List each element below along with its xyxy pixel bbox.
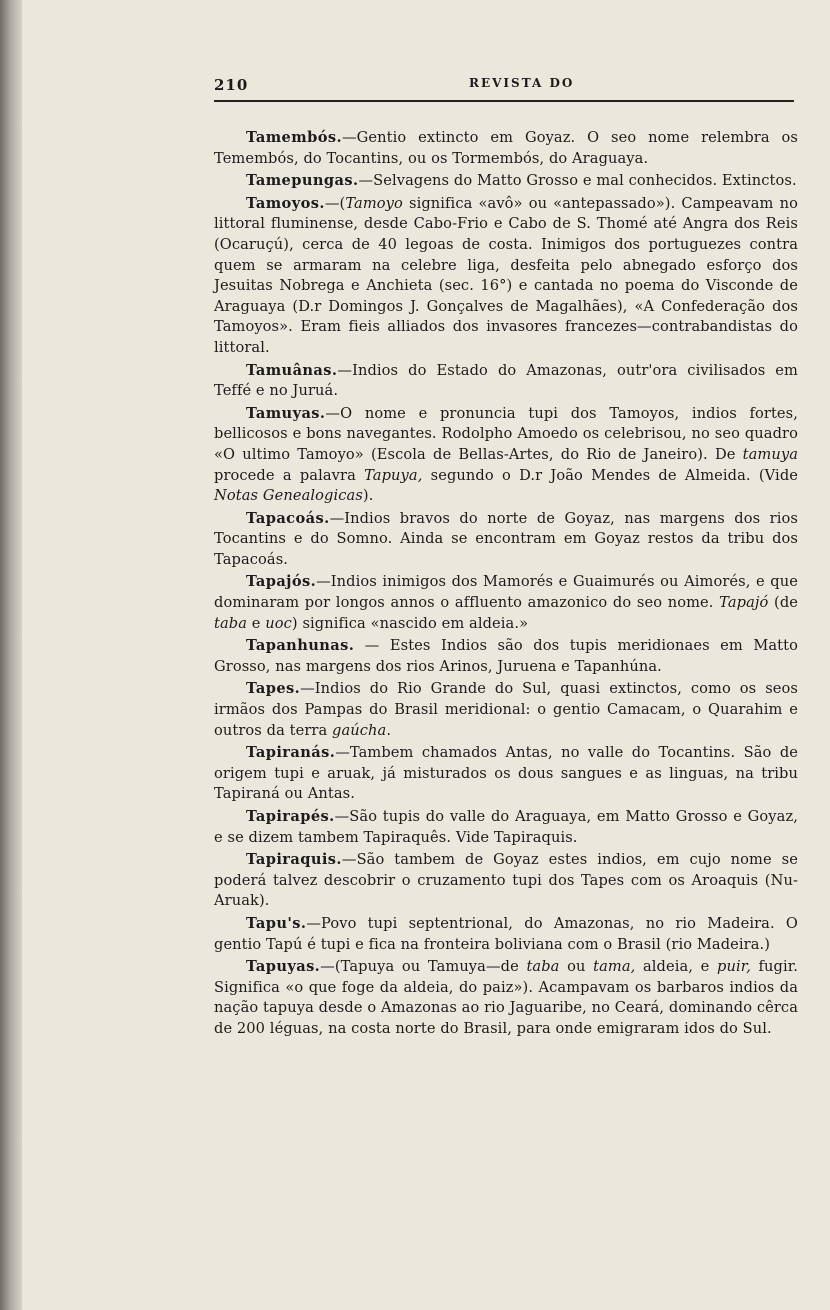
entry — [214, 361, 798, 402]
entry — [214, 194, 798, 359]
entry — [214, 743, 798, 805]
page-header — [214, 70, 806, 96]
entry-text: significa «avô» ou «antepassado»). Campeavam no littoral fluminense, desde Cabo-Frio e Cabo de S. Thomé até Angra dos Reis (Ocaruçú), cerca de 40 legoas de costa. Inimigos dos portuguezes contra quem se armaram na celebre liga, desfeita pelo abnegado esforço dos Jesuitas Nobrega e Anchieta (sec. 16°) e cantada no poema do Visconde de Araguaya (D.r Domingos J. Gonçalves de Magalhães), «A Confederação dos Tamoyos». Eram fieis alliados dos invasores francezes—contrabandistas do littoral. — [214, 194, 798, 356]
book-page — [214, 70, 806, 1042]
entry — [214, 509, 798, 571]
running-title: REVISTA DO — [469, 76, 575, 90]
entry-italic-text: tamuya — [742, 445, 798, 463]
entry-italic-text: Tapuya, — [364, 466, 423, 484]
entry-term: Tapajós. — [246, 573, 317, 591]
entry-text: ). — [362, 487, 374, 505]
entry-text: ) significa «nascido em aldeia.» — [291, 614, 529, 632]
entry-text: —Gentio extincto em Goyaz. O seo nome relembra os Temembós, do Tocantins, ou os Tormembós, do Araguaya. — [214, 129, 798, 167]
entry-italic-text: Tapajó — [719, 594, 769, 612]
entry-text: —São tupis do valle do Araguaya, em Matto Grosso e Goyaz, e se dizem tambem Tapiraquês. Vide Tapiraquis. — [214, 808, 798, 846]
entry — [214, 572, 798, 634]
entry — [214, 957, 798, 1039]
entry-italic-text: gaúcha — [332, 721, 387, 739]
entry-text: aldeia, e — [635, 958, 718, 976]
entry-term: Tapuyas. — [246, 958, 321, 976]
entry-text: —São tambem de Goyaz estes indios, em cujo nome se poderá talvez descobrir o cruzamento tupi dos Tapes com os Aroaquis (Nu-Aruak). — [214, 851, 798, 910]
entry-term: Tapu's. — [246, 914, 307, 932]
entry-italic-text: taba — [214, 614, 248, 632]
entry-term: Tapacoás. — [246, 509, 330, 527]
entry — [214, 807, 798, 848]
entry-term: Tamuyas. — [246, 404, 326, 422]
entry-text: ou — [559, 958, 594, 976]
entry-text: — Estes Indios são dos tupis meridionaes em Matto Grosso, nas margens dos rios Arinos, Juruena e Tapanhúna. — [214, 637, 798, 675]
entry — [214, 914, 798, 955]
entry-text: . — [386, 721, 392, 739]
entry — [214, 679, 798, 741]
entry-text: —Indios bravos do norte de Goyaz, nas margens dos rios Tocantins e do Somno. Ainda se encontram em Goyaz restos da tribu dos Tapacoás. — [214, 509, 798, 568]
entry-term: Tapiranás. — [246, 744, 336, 762]
entry-text: —Indios do Rio Grande do Sul, quasi extinctos, como os seos irmãos dos Pampas do Brasil meridional: o gentio Camacam, o Quarahim e outros da terra — [214, 680, 798, 739]
entry-text: —Povo tupi septentrional, do Amazonas, no rio Madeira. O gentio Tapú é tupi e fica na fronteira boliviana com o Brasil (rio Madeira.) — [214, 914, 798, 953]
entry-text: e — [247, 614, 266, 632]
entry — [214, 404, 798, 507]
entry — [214, 128, 798, 169]
entry-text: —Indios do Estado do Amazonas, outr'ora civilisados em Teffé e no Juruá. — [214, 361, 798, 400]
entry-text: segundo o D.r João Mendes de Almeida. (Vide — [422, 466, 798, 484]
entry — [214, 850, 798, 912]
entry — [214, 636, 798, 677]
entry-text: —(Tapuya ou Tamuya—de — [320, 958, 527, 976]
entry-term: Tamoyos. — [246, 194, 325, 212]
entry-text: —Tambem chamados Antas, no valle do Tocantins. São de origem tupi e aruak, já misturados os dous sangues e as linguas, na tribu Tapiraná ou Antas. — [214, 744, 798, 803]
entry-text: —Selvagens do Matto Grosso e mal conhecidos. Extinctos. — [358, 172, 797, 190]
entry-text: (de — [768, 594, 798, 612]
entry-text: procede a palavra — [214, 466, 365, 484]
entry — [214, 171, 798, 192]
entry-text: —O nome e pronuncia tupi dos Tamoyos, indios fortes, bellicosos e bons navegantes. Rodolpho Amoedo os celebrisou, no seo quadro «O ultimo Tamoyo» (Escola de Bellas-Artes, do Rio de Janeiro). De — [214, 404, 798, 463]
entry-text: fugir. Significa «o que foge da aldeia, do paiz»). Acampavam os barbaros indios da nação tapuya desde o Amazonas ao rio Jaguaribe, no Ceará, dominando cêrca de 200 léguas, na costa norte do Brasil, para onde emigraram idos do Sul. — [214, 958, 798, 1037]
scan-binding-edge — [0, 0, 22, 1310]
entry-text: —Indios inimigos dos Mamorés e Guaimurés ou Aimorés, e que dominaram por longos annos o affluento amazonico do seo nome. — [214, 573, 798, 612]
entry-term: Tapiraquis. — [246, 851, 342, 869]
entry-italic-text: Tamoyo — [345, 194, 403, 212]
page-number: 210 — [214, 76, 249, 94]
entry-italic-text: taba — [526, 958, 560, 976]
entry-term: Tamuânas. — [246, 361, 338, 379]
entry-term: Tamembós. — [246, 129, 342, 146]
entry-italic-text: Notas Genealogicas — [214, 487, 363, 505]
entry-term: Tapes. — [246, 680, 301, 698]
entry-term: Tapirapés. — [246, 808, 335, 825]
entry-list — [214, 128, 798, 1040]
entry-text: —( — [324, 194, 346, 212]
header-rule — [214, 100, 794, 102]
entry-italic-text: tama, — [593, 958, 636, 976]
entry-italic-text: uoc — [265, 614, 292, 632]
entry-term: Tapanhunas. — [246, 637, 355, 655]
entry-term: Tamepungas. — [246, 172, 359, 190]
entry-italic-text: puir, — [717, 958, 751, 976]
